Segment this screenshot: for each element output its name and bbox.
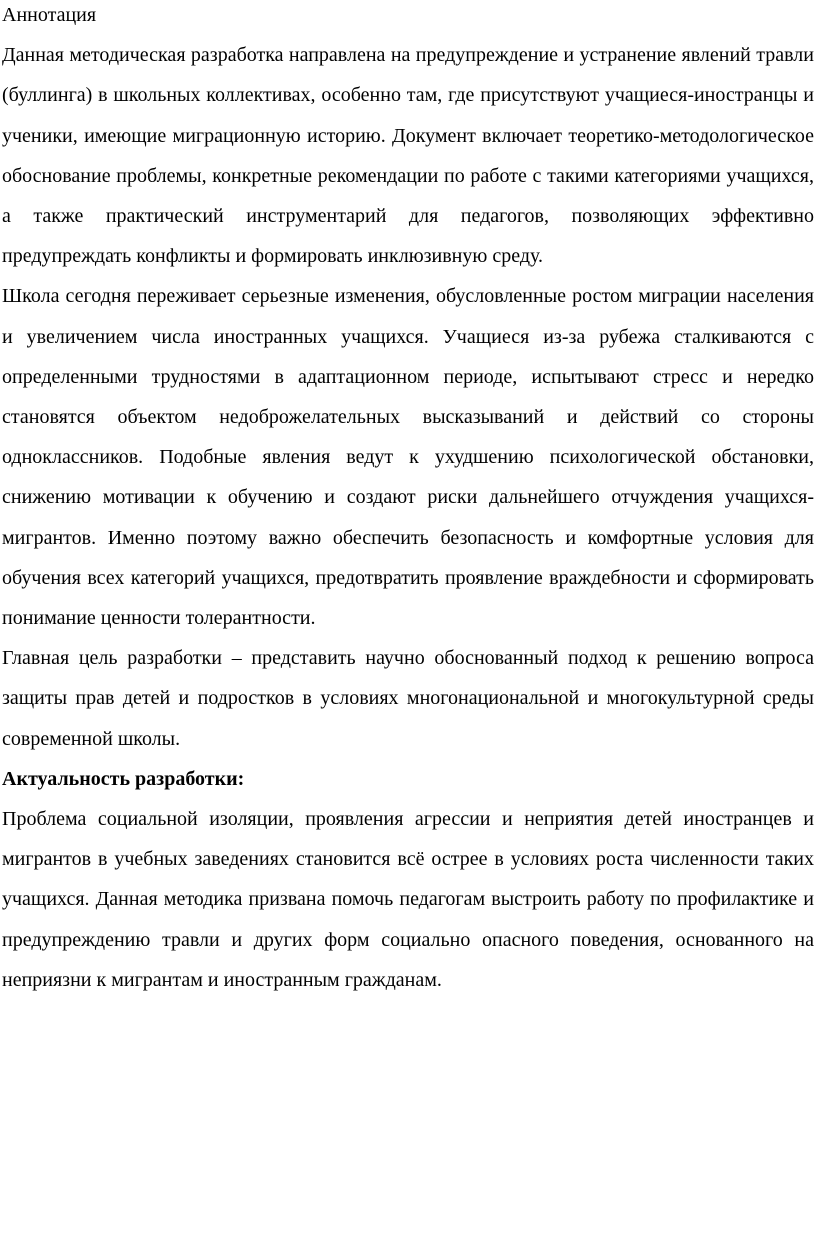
annotation-title: Аннотация (2, 4, 97, 26)
section-heading: Актуальность разработки: (2, 767, 245, 790)
paragraph-context: Школа сегодня переживает серьезные изменения, обусловленные ростом миграции населения и увеличением числа иностранных учащихся. Учащиеся из-за рубежа сталкиваются с определенными трудностями в адаптационном периоде, испытывают стресс и нередко становятся объектом недоброжелательных высказываний и действий со стороны одноклассников. Подобные явления ведут к ухудшению психологической обстановки, снижению мотивации к обучению и создают риски дальнейшего отчуждения учащихся-мигрантов. Именно поэтому важно обеспечить безопасность и комфортные условия для обучения всех категорий учащихся, предотвратить проявление враждебности и сформировать понимание ценности толерантности. (2, 285, 814, 630)
paragraph-relevance: Проблема социальной изоляции, проявления агрессии и неприятия детей иностранцев и мигрантов в учебных заведениях становится всё острее в условиях роста численности таких учащихся. Данная методика призвана помочь педагогам выстроить работу по профилактике и предупреждению травли и других форм социально опасного поведения, основанного на неприязни к мигрантам и иностранным гражданам. (2, 808, 814, 991)
paragraph-goal: Главная цель разработки – представить научно обоснованный подход к решению вопроса защиты прав детей и подростков в условиях многонациональной и многокультурной среды современной школы. (2, 647, 814, 750)
paragraph-intro: Данная методическая разработка направлена на предупреждение и устранение явлений травли (буллинга) в школьных коллективах, особенно там, где присутствуют учащиеся-иностранцы и ученики, имеющие миграционную историю. Документ включает теоретико-методологическое обоснование проблемы, конкретные рекомендации по работе с такими категориями учащихся, а также практический инструментарий для педагогов, позволяющих эффективно предупреждать конфликты и формировать инклюзивную среду. (2, 44, 814, 268)
